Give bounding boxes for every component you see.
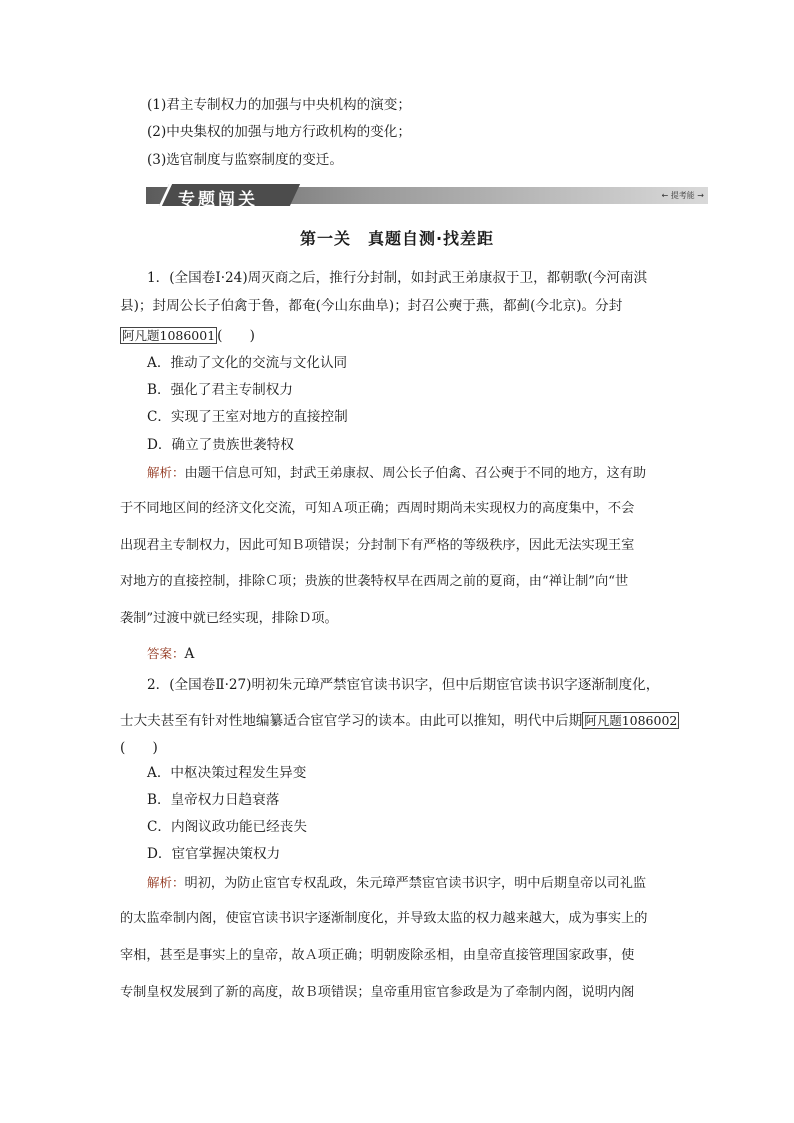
q1-option-d: D．确立了贵族世袭特权 bbox=[147, 437, 294, 453]
q1-analysis-line-3: 出现君主专制权力，因此可知Ｂ项错误；分封制下有严格的等级秩序，因此无法实现王室 bbox=[120, 538, 635, 553]
q1-id-box[interactable]: 阿凡题1086001 bbox=[122, 328, 216, 343]
q2-option-d: D．宦官掌握决策权力 bbox=[147, 846, 281, 862]
q1-answer bbox=[147, 645, 194, 663]
intro-line-3: (3)选官制度与监察制度的变迁。 bbox=[147, 152, 343, 168]
q1-stem-line-1: 1．(全国卷Ⅰ·24)周灭商之后，推行分封制，如封武王弟康叔于卫，都朝歌(今河南淇 bbox=[147, 270, 648, 286]
q2-analysis-line-3: 宰相，甚至是事实上的皇帝，故Ａ项正确；明朝废除丞相，由皇帝直接管理国家政事，使 bbox=[120, 948, 635, 963]
q2-analysis-text-1: 明初，为防止宦官专权乱政，朱元璋严禁宦官读书识字，明中后期皇帝以司礼监 bbox=[184, 876, 647, 891]
q1-paren: ( ) bbox=[217, 328, 255, 344]
q2-option-b: B．皇帝权力日趋衰落 bbox=[147, 792, 280, 808]
q2-analysis-line-2: 的太监牵制内阁，使宦官读书识字逐渐制度化，并导致太监的权力越来越大，成为事实上的 bbox=[120, 911, 648, 926]
intro-line-2: (2)中央集权的加强与地方行政机构的变化； bbox=[147, 124, 411, 140]
intro-line-1: (1)君主专制权力的加强与中央机构的演变； bbox=[147, 97, 411, 113]
q2-analysis-line-1 bbox=[147, 874, 646, 893]
q1-analysis-label: 解析： bbox=[147, 465, 185, 480]
section-heading: 第一关 真题自测·找差距 bbox=[299, 229, 495, 248]
q1-answer-value: A bbox=[184, 646, 195, 662]
section-banner bbox=[146, 184, 708, 210]
q1-option-b: B．强化了君主专制权力 bbox=[147, 382, 293, 398]
banner-subtitle: ← 提考能 → bbox=[661, 191, 704, 200]
q1-analysis-text-1: 由题干信息可知，封武王弟康叔、周公长子伯禽、召公奭于不同的地方，这有助 bbox=[184, 466, 647, 481]
q1-analysis-line-2: 于不同地区间的经济文化交流，可知Ａ项正确；西周时期尚未实现权力的高度集中，不会 bbox=[120, 501, 635, 516]
q2-option-c: C．内阁议政功能已经丧失 bbox=[147, 819, 307, 835]
q2-paren: ( ) bbox=[120, 740, 158, 756]
q2-analysis-line-4: 专制皇权发展到了新的高度，故Ｂ项错误；皇帝重用宦官参政是为了牵制内阁，说明内阁 bbox=[120, 985, 635, 1000]
q2-option-a: A．中枢决策过程发生异变 bbox=[147, 765, 307, 781]
q2-stem-text: 士大夫甚至有针对性地编纂适合宦官学习的读本。由此可以推知，明代中后期 bbox=[120, 713, 583, 729]
banner-title: 专题闯关 bbox=[178, 190, 258, 210]
q2-stem-line-1: 2．(全国卷Ⅱ·27)明初朱元璋严禁宦官读书识字，但中后期宦官读书识字逐渐制度化， bbox=[147, 677, 660, 693]
q2-analysis-label: 解析： bbox=[147, 875, 185, 890]
q1-option-c: C．实现了王室对地方的直接控制 bbox=[147, 409, 348, 425]
q2-stem-line-2 bbox=[120, 712, 679, 730]
q1-analysis-line-1 bbox=[147, 464, 646, 483]
q1-stem-line-2: 县)；封周公长子伯禽于鲁，都奄(今山东曲阜)；封召公奭于燕，都蓟(今北京)。分封 bbox=[120, 298, 623, 314]
q1-analysis-line-4: 对地方的直接控制，排除Ｃ项；贵族的世袭特权早在西周之前的夏商，由“禅让制”向“世 bbox=[120, 574, 629, 589]
q2-id-box[interactable]: 阿凡题1086002 bbox=[584, 713, 678, 728]
q1-option-a: A．推动了文化的交流与文化认同 bbox=[147, 355, 348, 371]
q1-stem-line-3 bbox=[120, 327, 255, 345]
q1-answer-label: 答案： bbox=[147, 646, 185, 661]
q1-analysis-line-5: 袭制”过渡中就已经实现，排除Ｄ项。 bbox=[120, 611, 338, 626]
